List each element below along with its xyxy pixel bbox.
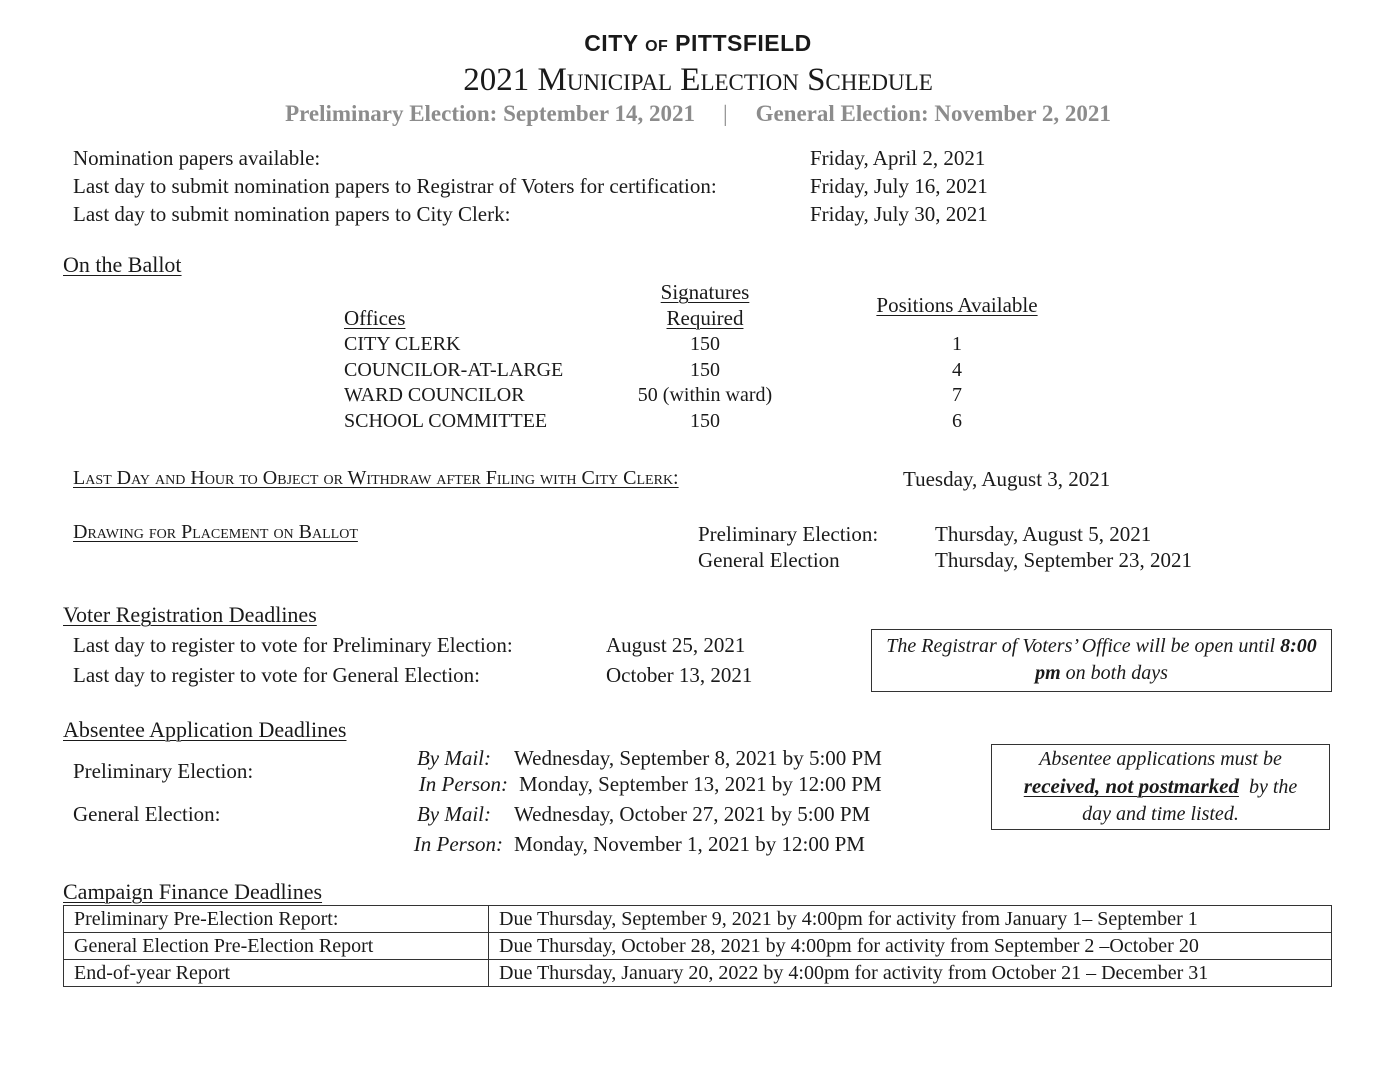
table-row [64, 906, 1332, 933]
by-mail-label: By Mail: [416, 746, 491, 770]
absentee-general-person: Monday, November 1, 2021 by 12:00 PM [514, 832, 865, 856]
drawing-heading: Drawing for Placement on Ballot [73, 521, 358, 543]
absentee-note-line-3: day and time listed. [1082, 803, 1239, 825]
finance-table [63, 905, 1332, 987]
absentee-note-line-1: Absentee applications must be [1039, 748, 1282, 770]
report-name: End-of-year Report [64, 960, 489, 987]
absentee-note-box [991, 744, 1330, 830]
positions-value: 4 [952, 359, 962, 381]
voter-prelim-label: Last day to register to vote for Preliminary Election: [73, 633, 513, 657]
absentee-general-label: General Election: [73, 802, 221, 826]
ballot-heading: On the Ballot [63, 252, 182, 277]
in-person-label: In Person: [418, 772, 508, 796]
absentee-heading: Absentee Application Deadlines [63, 717, 347, 742]
nomination-label: Last day to submit nomination papers to Registrar of Voters for certification: [73, 174, 717, 198]
signatures-header-2: Required [666, 306, 744, 330]
voter-general-date: October 13, 2021 [606, 663, 753, 687]
signatures-header: Signatures [660, 280, 750, 304]
object-date: Tuesday, August 3, 2021 [903, 467, 1111, 491]
nomination-label: Nomination papers available: [73, 146, 321, 170]
report-name: General Election Pre-Election Report [64, 933, 489, 960]
nomination-date: Friday, April 2, 2021 [810, 146, 986, 170]
absentee-general-mail: Wednesday, October 27, 2021 by 5:00 PM [514, 802, 871, 826]
absentee-prelim-label: Preliminary Election: [73, 759, 254, 783]
drawing-general-date: Thursday, September 23, 2021 [935, 548, 1193, 572]
signatures-value: 150 [690, 359, 720, 381]
signatures-value: 150 [690, 410, 720, 432]
positions-value: 7 [952, 384, 962, 406]
separator: | [722, 101, 728, 126]
registrar-note-time: 8:00 pm [1035, 635, 1317, 684]
nomination-label: Last day to submit nomination papers to City Clerk: [73, 202, 511, 226]
absentee-prelim-person: Monday, September 13, 2021 by 12:00 PM [519, 772, 882, 796]
object-heading: Last Day and Hour to Object or Withdraw after Filing with City Clerk: [73, 467, 679, 489]
registrar-note-text: The Registrar of Voters’ Office will be open until [886, 635, 1276, 657]
registrar-note-text-2: on both days [1065, 662, 1168, 684]
office-name: CITY CLERK [344, 333, 461, 355]
absentee-note-text: by the [1248, 776, 1298, 798]
signatures-value: 150 [690, 333, 720, 355]
positions-value: 1 [952, 333, 962, 355]
report-due: Due Thursday, January 20, 2022 by 4:00pm for activity from October 21 – December 31 [489, 960, 1332, 987]
office-name: SCHOOL COMMITTEE [344, 410, 548, 432]
office-name: WARD COUNCILOR [344, 384, 525, 406]
city-of: OF [645, 38, 669, 55]
table-row [64, 960, 1332, 987]
report-due: Due Thursday, September 9, 2021 by 4:00pm for activity from January 1– September 1 [489, 906, 1332, 933]
voter-general-label: Last day to register to vote for General Election: [73, 663, 481, 687]
positions-header: Positions Available [876, 293, 1038, 317]
general-date: General Election: November 2, 2021 [755, 101, 1111, 126]
office-name: COUNCILOR-AT-LARGE [344, 359, 564, 381]
nomination-date: Friday, July 16, 2021 [810, 174, 988, 198]
city-title [0, 30, 1396, 57]
nomination-date: Friday, July 30, 2021 [810, 202, 988, 226]
offices-header: Offices [344, 306, 406, 330]
voter-registration-heading: Voter Registration Deadlines [63, 602, 317, 627]
absentee-prelim-mail: Wednesday, September 8, 2021 by 5:00 PM [514, 746, 882, 770]
voter-prelim-date: August 25, 2021 [606, 633, 746, 657]
table-row [64, 933, 1332, 960]
absentee-note-emphasis: received, not postmarked [1023, 774, 1239, 798]
report-name: Preliminary Pre-Election Report: [64, 906, 489, 933]
preliminary-date: Preliminary Election: September 14, 2021 [285, 101, 695, 126]
city-name: PITTSFIELD [675, 30, 812, 56]
report-due: Due Thursday, October 28, 2021 by 4:00pm for activity from September 2 –October 20 [489, 933, 1332, 960]
drawing-prelim-label: Preliminary Election: [698, 522, 879, 546]
election-dates [0, 101, 1396, 127]
in-person-label: In Person: [413, 832, 503, 856]
by-mail-label: By Mail: [416, 802, 491, 826]
page-title: 2021 Municipal Election Schedule [463, 62, 933, 98]
absentee-note-line-2 [992, 773, 1329, 801]
signatures-value: 50 (within ward) [637, 384, 773, 406]
positions-value: 6 [952, 410, 962, 432]
drawing-prelim-date: Thursday, August 5, 2021 [935, 522, 1152, 546]
finance-heading: Campaign Finance Deadlines [63, 879, 323, 904]
registrar-note-box [871, 629, 1332, 692]
city-main: CITY [584, 30, 639, 56]
drawing-general-label: General Election [698, 548, 840, 572]
